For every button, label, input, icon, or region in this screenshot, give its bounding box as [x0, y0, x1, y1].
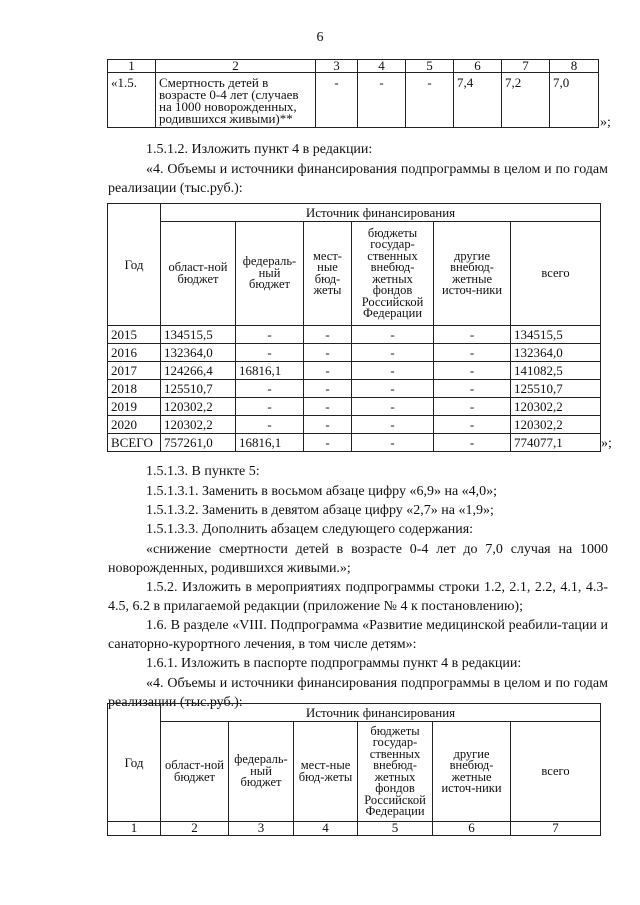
year-cell: 2015	[108, 326, 161, 344]
year-cell: 2018	[108, 380, 161, 398]
paragraph: 1.6.1. Изложить в паспорте подпрограммы пункт 4 в редакции:	[146, 656, 522, 671]
cell-value: -	[434, 326, 511, 344]
column-number-row	[108, 822, 601, 836]
col-number: 6	[433, 822, 511, 836]
cell-value: -	[352, 398, 434, 416]
cell-value: -	[358, 73, 406, 128]
col-number: 3	[229, 822, 294, 836]
col-header: област-ной бюджет	[161, 722, 229, 822]
col-number: 6	[454, 60, 502, 73]
col-header: бюджеты государ-ственных внебюд-жетных фондов Российской Федерации	[358, 722, 433, 822]
cell-value: -	[352, 416, 434, 434]
cell-value: 7,0	[550, 73, 599, 128]
cell-value: -	[352, 326, 434, 344]
col-number: 7	[502, 60, 550, 73]
col-number: 7	[511, 822, 601, 836]
cell-value: 16816,1	[236, 434, 304, 452]
cell-value: 774077,1	[511, 434, 601, 452]
cell-value: 132364,0	[161, 344, 236, 362]
cell-value: -	[304, 326, 352, 344]
cell-value: -	[236, 344, 304, 362]
col-header: мест-ные бюд-жеты	[304, 222, 352, 326]
col-header: всего	[511, 222, 601, 326]
table-row	[108, 380, 601, 398]
cell-value: 16816,1	[236, 362, 304, 380]
table-row	[108, 344, 601, 362]
col-number: 3	[316, 60, 358, 73]
cell-value: -	[236, 398, 304, 416]
cell-value: -	[352, 434, 434, 452]
cell-value: -	[304, 344, 352, 362]
col-header: област-ной бюджет	[161, 222, 236, 326]
cell-value: 120302,2	[511, 398, 601, 416]
paragraph: «4. Объемы и источники финансирования подпрограммы в целом и по годам реализации (тыс.руб.):	[108, 162, 608, 196]
year-cell: ВСЕГО	[108, 434, 161, 452]
table-row	[108, 398, 601, 416]
col-number: 1	[108, 60, 156, 73]
cell-value: 120302,2	[161, 416, 236, 434]
cell-value: -	[352, 344, 434, 362]
cell-value: -	[352, 380, 434, 398]
paragraph: 1.5.2. Изложить в мероприятиях подпрограммы строки 1.2, 2.1, 2.2, 4.1, 4.3-4.5, 6.2 в прилагаемой редакции (приложение № 4 к постановлению);	[108, 580, 608, 614]
cell-value: -	[304, 362, 352, 380]
financing-table	[107, 203, 601, 452]
paragraph: 1.5.1.3. В пункте 5:	[146, 464, 260, 479]
year-cell: 2017	[108, 362, 161, 380]
col-header: федераль-ный бюджет	[229, 722, 294, 822]
cell-value: -	[434, 434, 511, 452]
table-row	[108, 362, 601, 380]
financing-table-2	[107, 703, 601, 836]
col-header: другие внебюд-жетные источ-ники	[433, 722, 511, 822]
source-header: Источник финансирования	[161, 204, 601, 222]
cell-value: 134515,5	[161, 326, 236, 344]
cell-value: 125510,7	[511, 380, 601, 398]
col-number: 5	[406, 60, 454, 73]
cell-value: -	[236, 380, 304, 398]
col-header: бюджеты государ-ственных внебюд-жетных фондов Российской Федерации	[352, 222, 434, 326]
table-header-row	[108, 60, 599, 73]
cell-value: 757261,0	[161, 434, 236, 452]
col-header: федераль-ный бюджет	[236, 222, 304, 326]
cell-value: 120302,2	[511, 416, 601, 434]
cell-value: 7,2	[502, 73, 550, 128]
cell-value: 124266,4	[161, 362, 236, 380]
year-cell: 2016	[108, 344, 161, 362]
cell-value: -	[236, 416, 304, 434]
cell-value: -	[304, 380, 352, 398]
table-row	[108, 326, 601, 344]
paragraph: 1.6. В разделе «VIII. Подпрограмма «Развитие медицинской реабили-тации и санаторно-курортного лечения, в том числе детям»:	[108, 618, 608, 652]
col-header: мест-ные бюд-жеты	[294, 722, 358, 822]
col-header: другие внебюд-жетные источ-ники	[434, 222, 511, 326]
paragraph: «4. Объемы и источники финансирования подпрограммы в целом и по годам реализации (тыс.руб.):	[108, 676, 608, 710]
col-header: всего	[511, 722, 601, 822]
paragraph: 1.5.1.3.2. Заменить в девятом абзаце цифру «2,7» на «1,9»;	[146, 503, 494, 518]
cell-value: 141082,5	[511, 362, 601, 380]
cell-value: 132364,0	[511, 344, 601, 362]
cell-value: -	[304, 434, 352, 452]
closing-quote: »;	[601, 436, 612, 451]
col-number: 4	[358, 60, 406, 73]
cell-value: -	[304, 398, 352, 416]
table-row	[108, 434, 601, 452]
row-number: «1.5.	[108, 73, 156, 128]
table-row	[108, 416, 601, 434]
table-row	[108, 73, 599, 128]
col-number: 4	[294, 822, 358, 836]
paragraph: 1.5.1.2. Изложить пункт 4 в редакции:	[146, 142, 373, 157]
cell-value: -	[434, 362, 511, 380]
col-number: 2	[156, 60, 316, 73]
year-header: Год	[108, 704, 161, 822]
paragraph: «снижение смертности детей в возрасте 0-4 лет до 7,0 случая на 1000 новорожденных, родившихся живыми.»;	[108, 542, 608, 576]
closing-quote: »;	[600, 115, 611, 130]
year-cell: 2020	[108, 416, 161, 434]
indicator-table	[107, 59, 599, 128]
cell-value: -	[352, 362, 434, 380]
cell-value: -	[434, 380, 511, 398]
cell-value: 134515,5	[511, 326, 601, 344]
page-number: 6	[316, 30, 324, 45]
cell-value: 7,4	[454, 73, 502, 128]
paragraph: 1.5.1.3.3. Дополнить абзацем следующего содержания:	[146, 522, 474, 537]
cell-value: -	[316, 73, 358, 128]
paragraph: 1.5.1.3.1. Заменить в восьмом абзаце цифру «6,9» на «4,0»;	[146, 484, 498, 499]
cell-value: -	[304, 416, 352, 434]
cell-value: -	[434, 398, 511, 416]
year-header: Год	[108, 204, 161, 326]
source-header: Источник финансирования	[161, 704, 601, 722]
cell-value: 120302,2	[161, 398, 236, 416]
cell-value: -	[434, 416, 511, 434]
indicator-name: Смертность детей в возрасте 0-4 лет (случаев на 1000 новорожденных, родившихся живыми)**	[156, 73, 316, 128]
cell-value: 125510,7	[161, 380, 236, 398]
cell-value: -	[236, 326, 304, 344]
cell-value: -	[406, 73, 454, 128]
col-number: 5	[358, 822, 433, 836]
col-number: 2	[161, 822, 229, 836]
year-cell: 2019	[108, 398, 161, 416]
col-number: 8	[550, 60, 599, 73]
col-number: 1	[108, 822, 161, 836]
cell-value: -	[434, 344, 511, 362]
